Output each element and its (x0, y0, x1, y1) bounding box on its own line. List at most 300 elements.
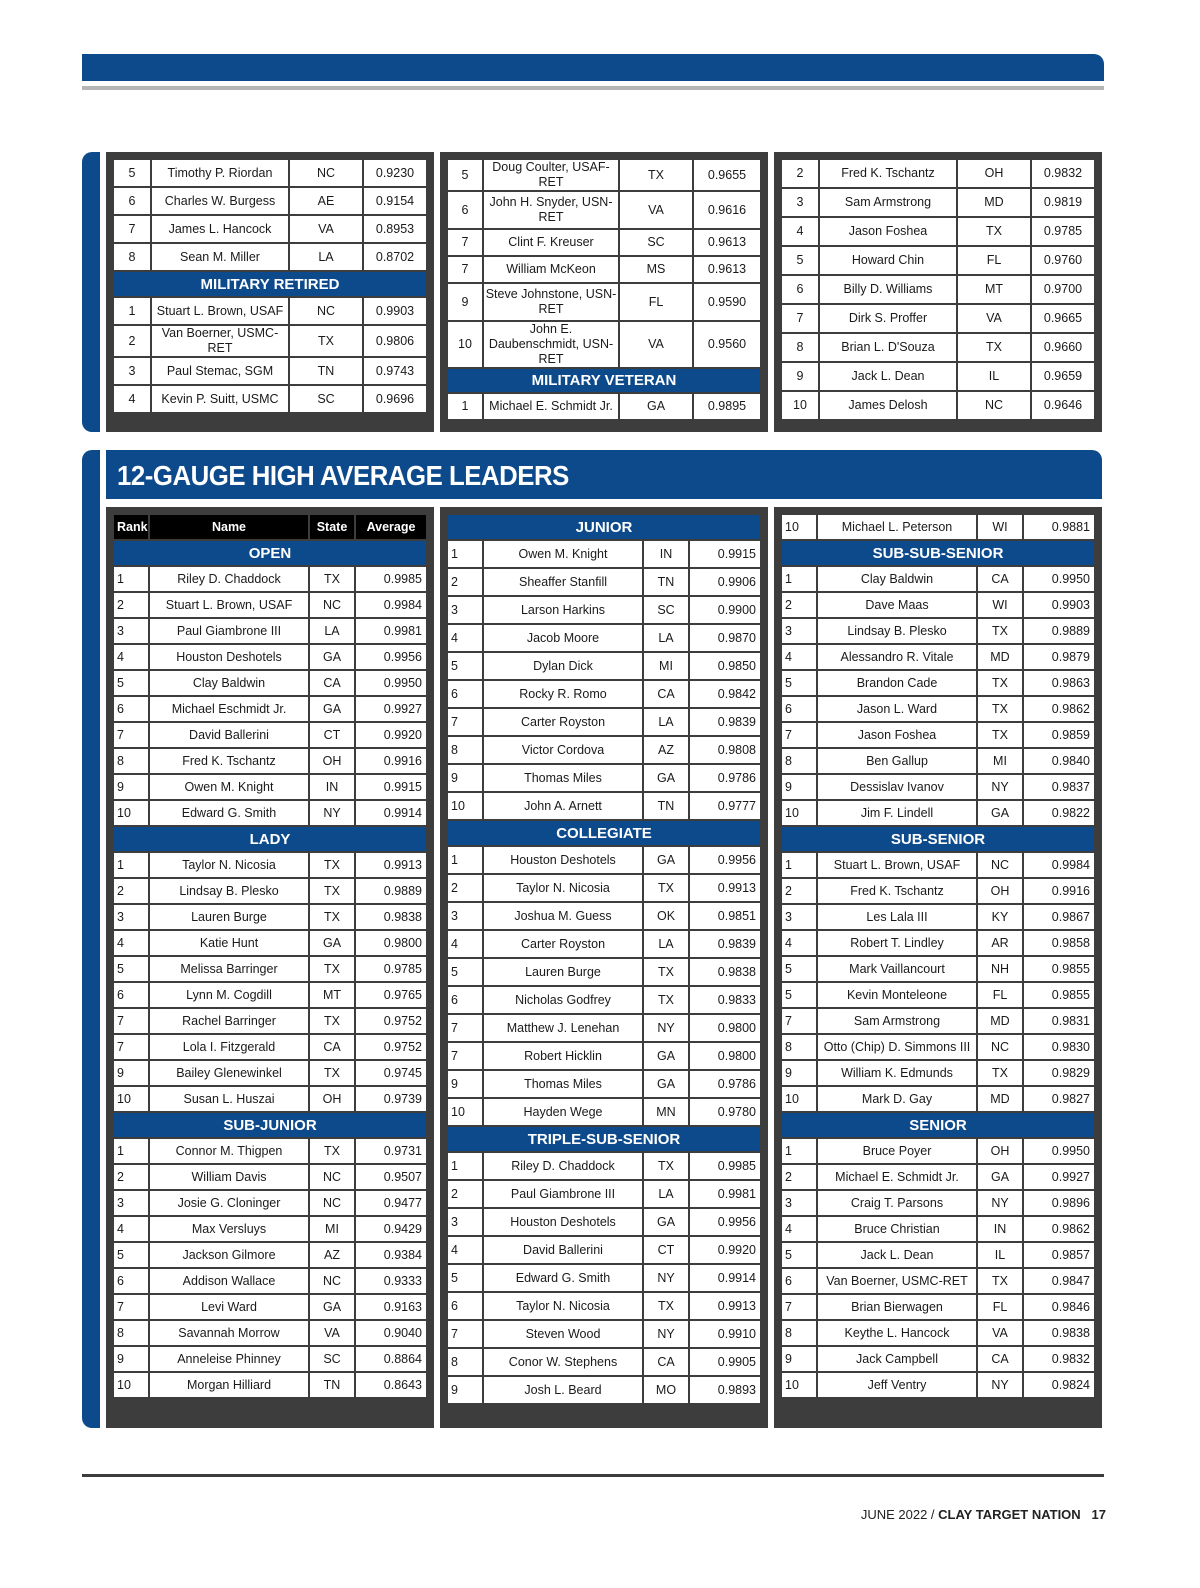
rank-cell: 2 (448, 875, 484, 901)
average-cell: 0.9859 (1024, 723, 1094, 747)
table-row (114, 326, 426, 356)
name-cell: Jack Campbell (818, 1347, 978, 1371)
state-cell: GA (644, 1043, 690, 1069)
table-row (782, 931, 1094, 955)
state-cell: IN (310, 775, 356, 799)
table-row (782, 645, 1094, 669)
table-row (448, 875, 760, 901)
table-row (114, 1243, 426, 1267)
table-row (782, 1009, 1094, 1033)
average-cell: 0.9956 (690, 847, 760, 873)
name-cell: Clint F. Kreuser (484, 230, 620, 255)
state-cell: MT (958, 276, 1032, 303)
name-cell: Paul Giambrone III (150, 619, 310, 643)
name-cell: Lynn M. Cogdill (150, 983, 310, 1007)
state-cell: NC (958, 392, 1032, 419)
table-row (782, 1087, 1094, 1111)
table-row (448, 1043, 760, 1069)
rank-cell: 1 (448, 1153, 484, 1179)
state-cell: TN (290, 358, 364, 384)
average-cell: 0.9819 (1032, 189, 1094, 216)
average-cell: 0.9896 (1024, 1191, 1094, 1215)
table-row (114, 853, 426, 877)
table-row (782, 1243, 1094, 1267)
name-cell: Jack L. Dean (818, 1243, 978, 1267)
rank-cell: 10 (114, 1087, 150, 1111)
table-row (448, 959, 760, 985)
rank-cell: 3 (782, 1191, 818, 1215)
state-cell: VA (620, 192, 694, 228)
rank-cell: 10 (114, 801, 150, 825)
average-cell: 0.8953 (364, 216, 426, 242)
table-row (782, 276, 1094, 303)
rank-cell: 7 (448, 257, 484, 282)
average-cell: 0.9985 (356, 567, 426, 591)
state-cell: NC (310, 1191, 356, 1215)
average-cell: 0.9613 (694, 257, 760, 282)
average-cell: 0.9910 (690, 1321, 760, 1347)
average-cell: 0.9842 (690, 681, 760, 707)
average-cell: 0.9800 (690, 1043, 760, 1069)
name-cell: Les Lala III (818, 905, 978, 929)
average-cell: 0.9785 (1032, 218, 1094, 245)
average-cell: 0.9984 (1024, 853, 1094, 877)
state-cell: NY (644, 1265, 690, 1291)
main-panel-middle (440, 507, 768, 1428)
average-cell: 0.9832 (1032, 160, 1094, 187)
average-cell: 0.9752 (356, 1009, 426, 1033)
rank-cell: 10 (448, 1099, 484, 1125)
rank-cell: 3 (114, 358, 152, 384)
average-cell: 0.9927 (1024, 1165, 1094, 1189)
name-cell: Michael E. Schmidt Jr. (484, 394, 620, 419)
name-cell: Lola I. Fitzgerald (150, 1035, 310, 1059)
state-cell: WI (978, 515, 1024, 539)
average-cell: 0.9916 (1024, 879, 1094, 903)
state-cell: TX (978, 1061, 1024, 1085)
name-cell: Stuart L. Brown, USAF (818, 853, 978, 877)
section-header-row (782, 541, 1094, 565)
average-cell: 0.9731 (356, 1139, 426, 1163)
average-cell: 0.9906 (690, 569, 760, 595)
state-cell: VA (978, 1321, 1024, 1345)
rank-cell: 1 (782, 567, 818, 591)
rank-header: Rank (114, 515, 150, 539)
state-cell: MD (978, 1087, 1024, 1111)
average-cell: 0.9985 (690, 1153, 760, 1179)
table-row (114, 1061, 426, 1085)
average-cell: 0.9760 (1032, 247, 1094, 274)
rank-cell: 9 (782, 1347, 818, 1371)
state-cell: TX (310, 905, 356, 929)
state-cell: NC (290, 298, 364, 324)
average-cell: 0.9827 (1024, 1087, 1094, 1111)
rank-cell: 1 (114, 567, 150, 591)
table-row (782, 749, 1094, 773)
name-cell: Fred K. Tschantz (820, 160, 958, 187)
state-cell: TX (310, 879, 356, 903)
average-cell: 0.9900 (690, 597, 760, 623)
state-cell: NY (978, 775, 1024, 799)
rank-cell: 7 (114, 216, 152, 242)
average-cell: 0.9903 (1024, 593, 1094, 617)
table-row (448, 737, 760, 763)
top-panel-middle (440, 152, 768, 432)
state-cell: NC (978, 1035, 1024, 1059)
state-cell: IN (978, 1217, 1024, 1241)
average-cell: 0.9850 (690, 653, 760, 679)
average-cell: 0.9384 (356, 1243, 426, 1267)
rank-cell: 3 (114, 1191, 150, 1215)
side-accent-bar (82, 450, 100, 1428)
rank-cell: 8 (114, 244, 152, 270)
table-row (448, 1071, 760, 1097)
table-row (448, 394, 760, 419)
name-cell: Michael Eschmidt Jr. (150, 697, 310, 721)
state-cell: VA (290, 216, 364, 242)
name-cell: Keythe L. Hancock (818, 1321, 978, 1345)
average-cell: 0.9905 (690, 1349, 760, 1375)
top-panel-left (106, 152, 434, 432)
rank-cell: 1 (448, 394, 484, 419)
state-cell: CA (978, 567, 1024, 591)
table-row (782, 392, 1094, 419)
average-cell: 0.9040 (356, 1321, 426, 1345)
rank-cell: 3 (448, 903, 484, 929)
name-cell: Brian Bierwagen (818, 1295, 978, 1319)
table-row (114, 697, 426, 721)
table-row (448, 653, 760, 679)
rank-cell: 8 (782, 1035, 818, 1059)
table-row (782, 1269, 1094, 1293)
table-row (782, 334, 1094, 361)
name-cell: Edward G. Smith (484, 1265, 644, 1291)
name-cell: Jim F. Lindell (818, 801, 978, 825)
average-cell: 0.9822 (1024, 801, 1094, 825)
table-row (782, 593, 1094, 617)
rank-cell: 2 (782, 160, 820, 187)
table-row (448, 1265, 760, 1291)
average-cell: 0.9981 (356, 619, 426, 643)
name-cell: Bailey Glenewinkel (150, 1061, 310, 1085)
state-cell: SC (620, 230, 694, 255)
average-cell: 0.9950 (1024, 567, 1094, 591)
average-cell: 0.9230 (364, 160, 426, 186)
rank-cell: 5 (448, 1265, 484, 1291)
name-cell: Katie Hunt (150, 931, 310, 955)
average-cell: 0.9914 (356, 801, 426, 825)
header-bar (82, 54, 1104, 81)
state-cell: LA (290, 244, 364, 270)
table-row (448, 192, 760, 228)
name-cell: Addison Wallace (150, 1269, 310, 1293)
rank-cell: 7 (782, 1295, 818, 1319)
rank-cell: 6 (448, 192, 484, 228)
average-cell: 0.9777 (690, 793, 760, 819)
state-cell: LA (644, 931, 690, 957)
rank-cell: 8 (782, 1321, 818, 1345)
rank-cell: 2 (448, 1181, 484, 1207)
name-cell: Taylor N. Nicosia (484, 875, 644, 901)
section-header-row (782, 827, 1094, 851)
average-cell: 0.9590 (694, 284, 760, 320)
rank-cell: 2 (782, 593, 818, 617)
state-cell: LA (644, 1181, 690, 1207)
rank-cell: 9 (114, 1347, 150, 1371)
name-cell: Jason L. Ward (818, 697, 978, 721)
table-row (114, 801, 426, 825)
table-row (114, 1269, 426, 1293)
table-row (782, 853, 1094, 877)
rank-cell: 2 (782, 1165, 818, 1189)
rank-cell: 3 (448, 1209, 484, 1235)
state-cell: CT (310, 723, 356, 747)
name-cell: Bruce Poyer (818, 1139, 978, 1163)
rank-cell: 4 (114, 645, 150, 669)
state-cell: TX (978, 723, 1024, 747)
rank-cell: 2 (448, 569, 484, 595)
name-cell: Levi Ward (150, 1295, 310, 1319)
rank-cell: 7 (114, 1009, 150, 1033)
state-cell: LA (644, 625, 690, 651)
average-cell: 0.9915 (690, 541, 760, 567)
name-cell: Savannah Morrow (150, 1321, 310, 1345)
name-cell: Riley D. Chaddock (484, 1153, 644, 1179)
section-header-row (448, 515, 760, 539)
table-header-row (114, 515, 426, 539)
name-cell: Michael E. Schmidt Jr. (818, 1165, 978, 1189)
table-row (448, 625, 760, 651)
name-cell: Houston Deshotels (150, 645, 310, 669)
rank-cell: 7 (114, 1295, 150, 1319)
table-row (782, 247, 1094, 274)
average-cell: 0.9780 (690, 1099, 760, 1125)
name-cell: Clay Baldwin (150, 671, 310, 695)
name-cell: Nicholas Godfrey (484, 987, 644, 1013)
average-cell: 0.9800 (690, 1015, 760, 1041)
table-row (448, 1349, 760, 1375)
name-cell: Dave Maas (818, 593, 978, 617)
table-row (448, 597, 760, 623)
table-row (782, 1217, 1094, 1241)
state-cell: NH (978, 957, 1024, 981)
rank-cell: 6 (782, 697, 818, 721)
name-cell: David Ballerini (484, 1237, 644, 1263)
rank-cell: 6 (782, 276, 820, 303)
table-row (448, 1209, 760, 1235)
table-row (114, 358, 426, 384)
name-cell: Craig T. Parsons (818, 1191, 978, 1215)
table-row (114, 216, 426, 242)
name-cell: Dessislav Ivanov (818, 775, 978, 799)
name-cell: Taylor N. Nicosia (150, 853, 310, 877)
state-cell: TX (290, 326, 364, 356)
table-row (782, 1321, 1094, 1345)
table-row (782, 1373, 1094, 1397)
average-cell: 0.9916 (356, 749, 426, 773)
name-cell: Melissa Barringer (150, 957, 310, 981)
table-row (114, 160, 426, 186)
name-cell: Steve Johnstone, USN-RET (484, 284, 620, 320)
name-cell: Susan L. Huszai (150, 1087, 310, 1111)
name-cell: Howard Chin (820, 247, 958, 274)
rank-cell: 7 (114, 723, 150, 747)
state-cell: OH (978, 1139, 1024, 1163)
average-cell: 0.9913 (690, 1293, 760, 1319)
name-cell: Otto (Chip) D. Simmons III (818, 1035, 978, 1059)
average-cell: 0.9846 (1024, 1295, 1094, 1319)
average-cell: 0.9920 (356, 723, 426, 747)
rank-cell: 5 (782, 1243, 818, 1267)
leaders-table (114, 513, 426, 1399)
rank-cell: 5 (114, 671, 150, 695)
rank-cell: 3 (782, 619, 818, 643)
average-cell: 0.9855 (1024, 983, 1094, 1007)
average-cell: 0.9867 (1024, 905, 1094, 929)
name-cell: Van Boerner, USMC-RET (152, 326, 290, 356)
name-cell: Larson Harkins (484, 597, 644, 623)
name-cell: Michael L. Peterson (818, 515, 978, 539)
name-cell: Sam Armstrong (818, 1009, 978, 1033)
name-cell: Lindsay B. Plesko (818, 619, 978, 643)
state-cell: OK (644, 903, 690, 929)
name-cell: Jeff Ventry (818, 1373, 978, 1397)
rank-cell: 6 (448, 987, 484, 1013)
average-cell: 0.9665 (1032, 305, 1094, 332)
rank-cell: 4 (114, 1217, 150, 1241)
table-row (448, 257, 760, 282)
rank-cell: 7 (782, 305, 820, 332)
rank-cell: 3 (782, 189, 820, 216)
average-cell: 0.9840 (1024, 749, 1094, 773)
rank-cell: 10 (782, 801, 818, 825)
state-cell: GA (310, 1295, 356, 1319)
state-cell: GA (978, 801, 1024, 825)
state-cell: GA (644, 1209, 690, 1235)
rank-cell: 1 (448, 541, 484, 567)
average-cell: 0.9655 (694, 160, 760, 190)
average-cell: 0.9838 (1024, 1321, 1094, 1345)
results-table (448, 158, 760, 421)
average-cell: 0.9429 (356, 1217, 426, 1241)
average-cell: 0.9752 (356, 1035, 426, 1059)
table-row (114, 905, 426, 929)
table-row (448, 847, 760, 873)
state-cell: GA (310, 931, 356, 955)
rank-cell: 4 (448, 931, 484, 957)
name-cell: Mark D. Gay (818, 1087, 978, 1111)
table-row (114, 1139, 426, 1163)
average-cell: 0.9806 (364, 326, 426, 356)
average-cell: 0.9857 (1024, 1243, 1094, 1267)
section-header-row (448, 1127, 760, 1151)
state-cell: TX (978, 1269, 1024, 1293)
rank-cell: 5 (114, 957, 150, 981)
table-row (114, 1087, 426, 1111)
rank-cell: 9 (448, 284, 484, 320)
name-cell: Bruce Christian (818, 1217, 978, 1241)
state-cell: MO (644, 1377, 690, 1403)
state-cell: CA (310, 671, 356, 695)
average-cell: 0.9659 (1032, 363, 1094, 390)
table-row (448, 1321, 760, 1347)
name-cell: Sam Armstrong (820, 189, 958, 216)
table-row (114, 749, 426, 773)
average-cell: 0.9560 (694, 322, 760, 367)
state-cell: FL (958, 247, 1032, 274)
rank-cell: 6 (782, 1269, 818, 1293)
side-accent-bar (82, 152, 100, 432)
name-cell: Steven Wood (484, 1321, 644, 1347)
state-cell: CA (644, 681, 690, 707)
rank-cell: 5 (448, 959, 484, 985)
average-cell: 0.9163 (356, 1295, 426, 1319)
name-cell: Paul Stemac, SGM (152, 358, 290, 384)
average-cell: 0.9984 (356, 593, 426, 617)
average-cell: 0.9870 (690, 625, 760, 651)
main-panel-right (774, 507, 1102, 1428)
name-cell: Brian L. D'Souza (820, 334, 958, 361)
rank-cell: 9 (782, 363, 820, 390)
rank-cell: 4 (114, 386, 152, 412)
average-cell: 0.9950 (356, 671, 426, 695)
average-cell: 0.9646 (1032, 392, 1094, 419)
name-cell: William McKeon (484, 257, 620, 282)
name-cell: James Delosh (820, 392, 958, 419)
average-cell: 0.9981 (690, 1181, 760, 1207)
table-row (448, 1237, 760, 1263)
table-row (114, 1191, 426, 1215)
name-cell: Josie G. Cloninger (150, 1191, 310, 1215)
average-cell: 0.9889 (1024, 619, 1094, 643)
name-cell: Max Versluys (150, 1217, 310, 1241)
state-cell: NC (290, 160, 364, 186)
rank-cell: 3 (114, 905, 150, 929)
rank-cell: 6 (114, 1269, 150, 1293)
rank-cell: 2 (114, 1165, 150, 1189)
average-cell: 0.8702 (364, 244, 426, 270)
rank-cell: 4 (782, 218, 820, 245)
table-row (448, 1181, 760, 1207)
name-cell: Owen M. Knight (150, 775, 310, 799)
rank-cell: 6 (114, 983, 150, 1007)
state-cell: TX (310, 1061, 356, 1085)
state-cell: TX (310, 957, 356, 981)
state-cell: TX (644, 875, 690, 901)
leaders-table (782, 513, 1094, 1399)
state-cell: FL (978, 1295, 1024, 1319)
average-cell: 0.9837 (1024, 775, 1094, 799)
state-cell: OH (310, 749, 356, 773)
state-cell: TX (644, 959, 690, 985)
state-cell: IL (978, 1243, 1024, 1267)
name-cell: Victor Cordova (484, 737, 644, 763)
rank-cell: 7 (782, 723, 818, 747)
name-cell: Sean M. Miller (152, 244, 290, 270)
rank-cell: 7 (448, 1015, 484, 1041)
name-cell: Fred K. Tschantz (150, 749, 310, 773)
table-row (782, 1139, 1094, 1163)
section-title: SENIOR (782, 1113, 1094, 1137)
table-row (448, 987, 760, 1013)
state-cell: NY (978, 1191, 1024, 1215)
table-row (448, 284, 760, 320)
table-row (448, 931, 760, 957)
state-cell: GA (644, 847, 690, 873)
name-cell: Hayden Wege (484, 1099, 644, 1125)
table-row (114, 1347, 426, 1371)
state-cell: TX (644, 1153, 690, 1179)
